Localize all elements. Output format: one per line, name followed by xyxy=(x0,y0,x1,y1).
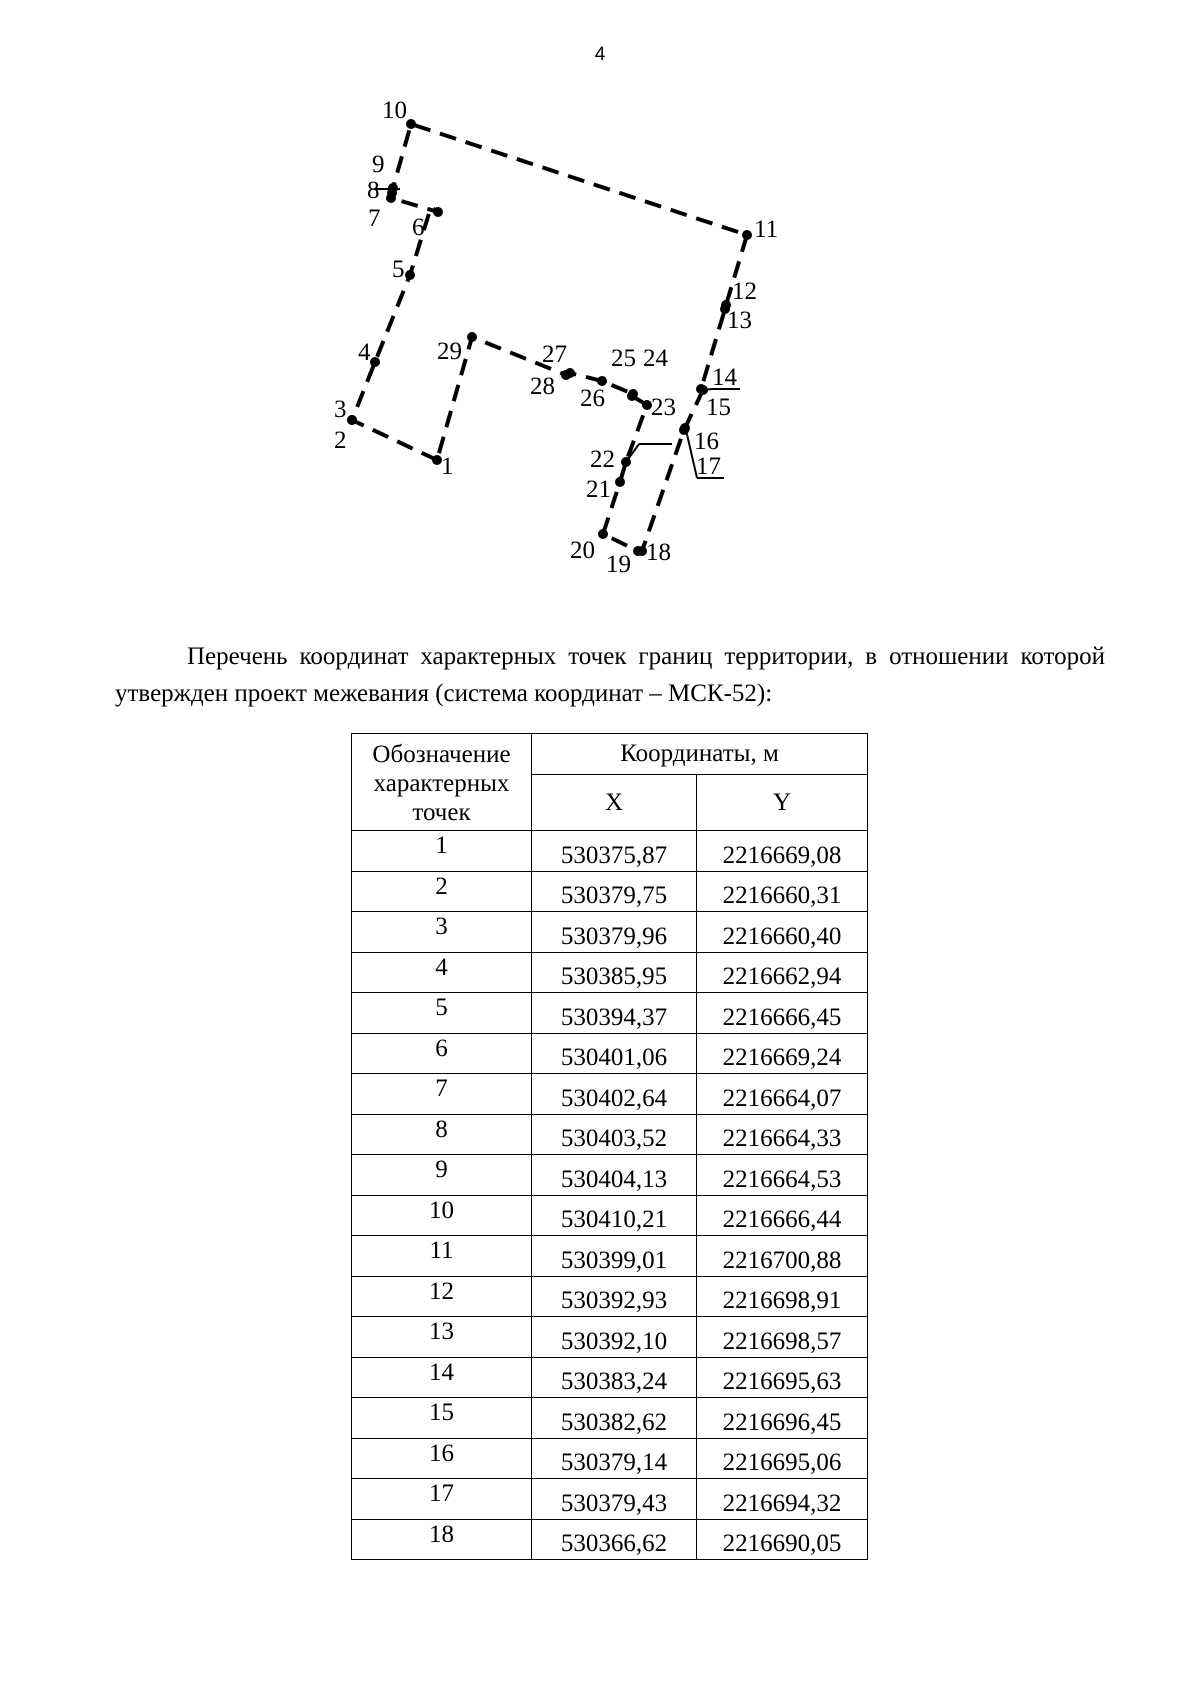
point-label-5: 5 xyxy=(392,256,405,283)
point-label-14: 14 xyxy=(712,364,737,391)
coord-x-cell: 530402,64 xyxy=(532,1074,697,1115)
coord-y-cell: 2216664,33 xyxy=(697,1114,868,1155)
coord-y-cell: 2216700,88 xyxy=(697,1236,868,1277)
coord-x-cell: 530379,14 xyxy=(532,1438,697,1479)
coord-x-cell: 530399,01 xyxy=(532,1236,697,1277)
point-label-25: 25 xyxy=(611,345,636,372)
coord-x-cell: 530366,62 xyxy=(532,1519,697,1560)
table-row xyxy=(352,871,868,912)
table-row xyxy=(352,1398,868,1439)
coord-y-cell: 2216664,07 xyxy=(697,1074,868,1115)
point-dot-29 xyxy=(467,332,477,342)
header-point-name: Обозначение характерных точек xyxy=(352,734,532,831)
header-y: Y xyxy=(697,775,868,831)
coord-x-cell: 530375,87 xyxy=(532,831,697,872)
point-label-27: 27 xyxy=(542,341,567,368)
boundary-line xyxy=(352,124,747,551)
caption-text: Перечень координат характерных точек границ территории, в отношении которой утвержден проект межевания (система координат – МСК-52): xyxy=(115,643,1105,707)
point-label-20: 20 xyxy=(570,537,595,564)
coord-x-cell: 530403,52 xyxy=(532,1114,697,1155)
coord-y-cell: 2216698,91 xyxy=(697,1276,868,1317)
point-id-cell: 3 xyxy=(352,912,532,953)
point-dot-6 xyxy=(433,207,443,217)
page-number: 4 xyxy=(594,44,606,65)
coord-x-cell: 530383,24 xyxy=(532,1357,697,1398)
point-id-cell: 5 xyxy=(352,993,532,1034)
coordinates-table-body xyxy=(352,831,868,1560)
table-row xyxy=(352,1438,868,1479)
coord-y-cell: 2216664,53 xyxy=(697,1155,868,1196)
point-label-16: 16 xyxy=(694,428,719,455)
point-label-24: 24 xyxy=(643,345,668,372)
point-id-cell: 1 xyxy=(352,831,532,872)
coord-y-cell: 2216696,45 xyxy=(697,1398,868,1439)
point-label-29: 29 xyxy=(437,338,462,365)
coord-x-cell: 530382,62 xyxy=(532,1398,697,1439)
coord-y-cell: 2216695,06 xyxy=(697,1438,868,1479)
coord-y-cell: 2216698,57 xyxy=(697,1317,868,1358)
point-label-6: 6 xyxy=(412,214,425,241)
table-row xyxy=(352,1114,868,1155)
point-dot-5 xyxy=(405,270,415,280)
point-id-cell: 7 xyxy=(352,1074,532,1115)
coord-y-cell: 2216669,24 xyxy=(697,1033,868,1074)
point-label-22: 22 xyxy=(590,446,615,473)
coord-x-cell: 530379,75 xyxy=(532,871,697,912)
point-label-2: 2 xyxy=(334,427,347,454)
coord-y-cell: 2216662,94 xyxy=(697,952,868,993)
table-row xyxy=(352,1519,868,1560)
point-id-cell: 8 xyxy=(352,1114,532,1155)
point-label-9: 9 xyxy=(372,151,385,178)
point-id-cell: 4 xyxy=(352,952,532,993)
point-id-cell: 11 xyxy=(352,1236,532,1277)
point-dot-20 xyxy=(598,529,608,539)
point-id-cell: 2 xyxy=(352,871,532,912)
point-label-15: 15 xyxy=(706,394,731,421)
point-id-cell: 10 xyxy=(352,1195,532,1236)
header-x: X xyxy=(532,775,697,831)
coord-y-cell: 2216695,63 xyxy=(697,1357,868,1398)
point-label-19: 19 xyxy=(606,551,631,578)
point-label-28: 28 xyxy=(530,373,555,400)
coord-y-cell: 2216690,05 xyxy=(697,1519,868,1560)
point-id-cell: 18 xyxy=(352,1519,532,1560)
coord-x-cell: 530410,21 xyxy=(532,1195,697,1236)
point-id-cell: 13 xyxy=(352,1317,532,1358)
table-row xyxy=(352,1317,868,1358)
coord-y-cell: 2216666,44 xyxy=(697,1195,868,1236)
point-label-12: 12 xyxy=(732,278,757,305)
coord-x-cell: 530404,13 xyxy=(532,1155,697,1196)
coordinates-table xyxy=(351,733,868,1560)
point-label-26: 26 xyxy=(580,385,605,412)
point-dot-28 xyxy=(561,370,571,380)
table-row xyxy=(352,831,868,872)
point-id-cell: 17 xyxy=(352,1479,532,1520)
header-coordinates: Координаты, м xyxy=(532,734,868,775)
coord-x-cell: 530385,95 xyxy=(532,952,697,993)
point-dot-11 xyxy=(742,230,752,240)
point-dot-19 xyxy=(633,546,643,556)
point-dot-10 xyxy=(406,119,416,129)
table-row xyxy=(352,1357,868,1398)
table-row xyxy=(352,1155,868,1196)
point-label-8: 8 xyxy=(367,177,380,204)
point-dot-21 xyxy=(615,477,625,487)
coordinates-caption xyxy=(115,638,1105,712)
point-label-3: 3 xyxy=(334,396,347,423)
table-row xyxy=(352,1195,868,1236)
point-label-11: 11 xyxy=(754,216,779,243)
point-label-23: 23 xyxy=(651,394,676,421)
table-row xyxy=(352,1033,868,1074)
point-label-21: 21 xyxy=(586,476,611,503)
coord-x-cell: 530392,93 xyxy=(532,1276,697,1317)
point-label-4: 4 xyxy=(358,339,371,366)
table-row xyxy=(352,952,868,993)
coord-y-cell: 2216660,40 xyxy=(697,912,868,953)
coord-x-cell: 530379,43 xyxy=(532,1479,697,1520)
point-id-cell: 12 xyxy=(352,1276,532,1317)
table-row xyxy=(352,993,868,1034)
coord-x-cell: 530394,37 xyxy=(532,993,697,1034)
point-dot-4 xyxy=(370,357,380,367)
point-dot-25 xyxy=(628,389,638,399)
coord-y-cell: 2216694,32 xyxy=(697,1479,868,1520)
point-dot-3 xyxy=(347,415,357,425)
coord-y-cell: 2216666,45 xyxy=(697,993,868,1034)
coord-y-cell: 2216669,08 xyxy=(697,831,868,872)
coord-x-cell: 530392,10 xyxy=(532,1317,697,1358)
point-label-7: 7 xyxy=(368,205,381,232)
coord-y-cell: 2216660,31 xyxy=(697,871,868,912)
point-label-1: 1 xyxy=(441,453,454,480)
table-row xyxy=(352,912,868,953)
point-label-17: 17 xyxy=(696,453,721,480)
point-id-cell: 9 xyxy=(352,1155,532,1196)
point-label-18: 18 xyxy=(646,539,671,566)
coord-x-cell: 530401,06 xyxy=(532,1033,697,1074)
point-label-10: 10 xyxy=(382,97,407,124)
point-id-cell: 14 xyxy=(352,1357,532,1398)
point-label-13: 13 xyxy=(727,307,752,334)
table-row xyxy=(352,1236,868,1277)
boundary-scheme xyxy=(330,92,850,632)
point-id-cell: 16 xyxy=(352,1438,532,1479)
coord-x-cell: 530379,96 xyxy=(532,912,697,953)
table-row xyxy=(352,1074,868,1115)
table-row xyxy=(352,1276,868,1317)
table-row xyxy=(352,1479,868,1520)
point-id-cell: 15 xyxy=(352,1398,532,1439)
point-id-cell: 6 xyxy=(352,1033,532,1074)
